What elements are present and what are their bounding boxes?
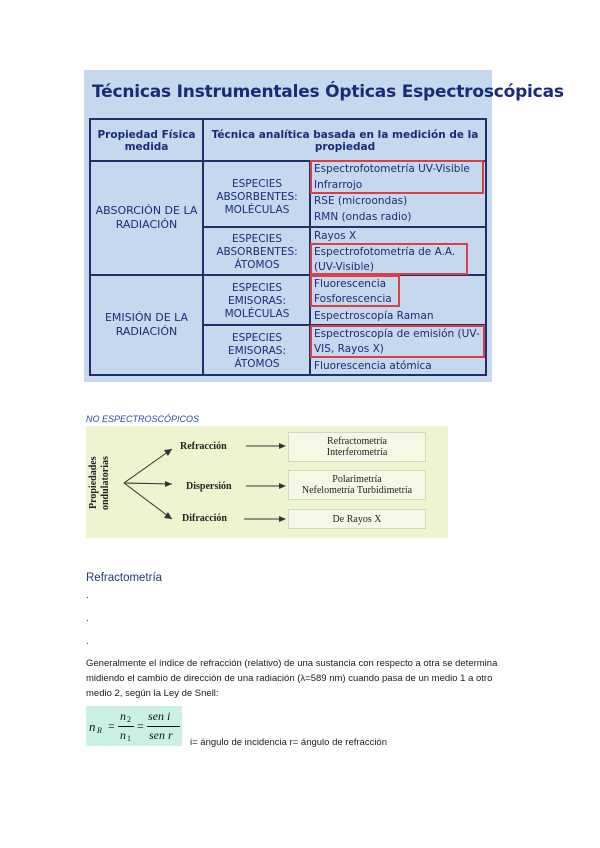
header-technique: Técnica analítica basada en la medición de la propiedad <box>211 129 479 153</box>
figure-title: Técnicas Instrumentales Ópticas Espectroscópicas <box>92 82 564 102</box>
diagram-root-label: Propiedades ondulatorias <box>88 456 111 510</box>
formula-den1-sub: 1 <box>127 734 131 743</box>
technique-line: Interferometría <box>326 447 388 458</box>
technique-line: Nefelometría Turbidimetría <box>301 485 413 496</box>
technique-line: Polarimetría <box>332 474 382 485</box>
branch-dispersion: Dispersión <box>186 481 232 492</box>
arrow-line <box>124 483 172 484</box>
technique-item: Espectroscopía de emisión (UV- <box>314 328 480 340</box>
formula-den2: sen r <box>149 728 173 742</box>
arrowhead <box>279 443 286 449</box>
arrowhead <box>165 481 172 487</box>
formula-lhs-sub: R <box>97 726 102 735</box>
technique-item: Fluorescencia <box>314 278 387 290</box>
technique-item: (UV-Visible) <box>314 261 374 273</box>
bullet: . <box>86 613 89 624</box>
snell-paragraph: Generalmente el índice de refracción (relativo) de una sustancia con respecto a otra se determina midiendo el cambio de dirección de una radiación (λ=589 nm) cuando pasa de un medio 1 a otro medio 2, según la Ley de Snell: <box>86 658 498 699</box>
bullet: . <box>86 636 89 647</box>
techniques-table <box>89 118 487 376</box>
absorption-species-molecules: ESPECIES ABSORBENTES: MOLÉCULAS <box>216 177 298 216</box>
technique-item: Fosforescencia <box>314 293 392 305</box>
header-property: Propiedad Física medida <box>97 129 196 153</box>
technique-line: De Rayos X <box>332 513 382 525</box>
arrow-line <box>124 483 172 519</box>
emission-species-molecules: ESPECIES EMISORAS: MOLÉCULAS <box>224 281 290 320</box>
section-heading: Refractometría <box>86 572 163 584</box>
arrowhead <box>164 512 172 519</box>
formula-den1: n <box>120 728 126 742</box>
absorption-species-atoms: ESPECIES ABSORBENTES: ÁTOMOS <box>216 232 298 271</box>
arrowhead <box>164 449 172 456</box>
arrowhead <box>279 516 286 522</box>
technique-line: Refractometría <box>327 436 387 447</box>
branch-refraction: Refracción <box>180 441 227 452</box>
formula-num1: n <box>120 709 126 723</box>
technique-item: RMN (ondas radio) <box>314 211 412 223</box>
dispersion-techniques-box <box>288 470 426 500</box>
technique-item: Rayos X <box>314 230 357 242</box>
technique-item: VIS, Rayos X) <box>314 343 384 355</box>
arrowhead <box>279 483 286 489</box>
emission-species-atoms: ESPECIES EMISORAS: ÁTOMOS <box>228 331 286 370</box>
technique-item: Espectrofotometría de A.A. <box>314 246 456 258</box>
formula-eq: = <box>108 719 115 733</box>
formula-lhs: n <box>89 719 96 734</box>
fraction-bar <box>118 726 134 727</box>
bullet: . <box>86 590 89 601</box>
wave-properties-diagram <box>86 426 448 538</box>
technique-item: Infrarrojo <box>314 179 363 191</box>
fraction-bar <box>147 726 180 727</box>
technique-item: Espectrofotometría UV-Visible <box>314 163 470 175</box>
emission-label: EMISIÓN DE LA RADIACIÓN <box>104 311 189 338</box>
technique-item: Fluorescencia atómica <box>314 360 432 372</box>
technique-item: RSE (microondas) <box>314 195 408 207</box>
spectroscopy-table-figure <box>84 70 564 382</box>
arrow-line <box>124 449 172 483</box>
technique-item: Espectroscopía Raman <box>314 310 434 322</box>
refraction-techniques-box <box>288 432 426 462</box>
caption-no-spectroscopic: NO ESPECTROSCÓPICOS <box>86 414 200 424</box>
formula-num1-sub: 2 <box>127 715 131 724</box>
snell-formula <box>86 706 182 746</box>
formula-eq2: = <box>137 719 144 733</box>
diffraction-techniques-box <box>288 509 426 529</box>
formula-note: i= ángulo de incidencia r= ángulo de refracción <box>190 737 387 748</box>
absorption-label: ABSORCIÓN DE LA RADIACIÓN <box>95 204 198 231</box>
formula-num2: sen i <box>148 709 171 723</box>
branch-diffraction: Difracción <box>182 513 227 524</box>
